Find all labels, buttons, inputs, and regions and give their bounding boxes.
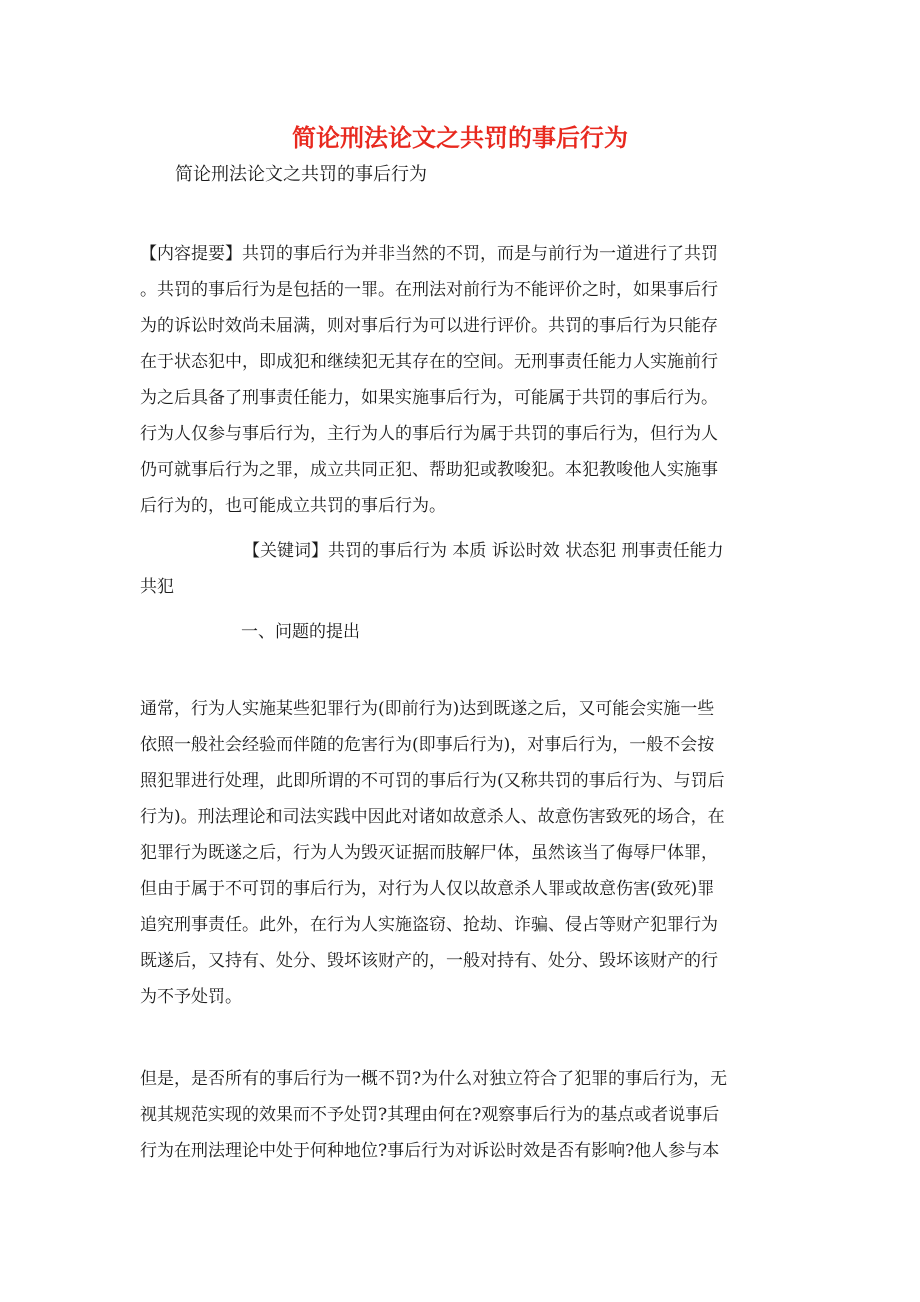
abstract-line: 。共罚的事后行为是包括的一罪。在刑法对前行为不能评价之时，如果事后行 [140, 280, 718, 300]
paragraph-line: 既遂后，又持有、处分、毁坏该财产的，一般对持有、处分、毁坏该财产的行 [140, 951, 718, 971]
paragraph-line: 犯罪行为既遂之后，行为人为毁灭证据而肢解尸体，虽然该当了侮辱尸体罪， [140, 843, 718, 863]
paragraph-line: 行为)。刑法理论和司法实践中因此对诸如故意杀人、故意伤害致死的场合，在 [140, 807, 725, 827]
abstract-line: 后行为的，也可能成立共罚的事后行为。 [140, 496, 446, 516]
keywords-paragraph [140, 533, 785, 605]
paragraph-line: 照犯罪进行处理，此即所谓的不可罚的事后行为(又称共罚的事后行为、与罚后 [140, 771, 725, 791]
document-title: 简论刑法论文之共罚的事后行为 [292, 124, 628, 152]
abstract-line: 【内容提要】共罚的事后行为并非当然的不罚，而是与前行为一道进行了共罚 [140, 244, 718, 264]
abstract-line: 为的诉讼时效尚未届满，则对事后行为可以进行评价。共罚的事后行为只能存 [140, 316, 718, 336]
paragraph-line: 视其规范实现的效果而不予处罚?其理由何在?观察事后行为的基点或者说事后 [140, 1105, 720, 1125]
paragraph-line: 行为在刑法理论中处于何种地位?事后行为对诉讼时效是否有影响?他人参与本 [140, 1141, 720, 1161]
paragraph-line: 但是，是否所有的事后行为一概不罚?为什么对独立符合了犯罪的事后行为，无 [140, 1069, 728, 1089]
keywords-line: 共犯 [140, 577, 174, 597]
abstract-line: 为之后具备了刑事责任能力，如果实施事后行为，可能属于共罚的事后行为。 [140, 388, 718, 408]
abstract-line: 在于状态犯中，即成犯和继续犯无其存在的空间。无刑事责任能力人实施前行 [140, 352, 718, 372]
section-heading: 一、问题的提出 [241, 622, 360, 642]
abstract-line: 仍可就事后行为之罪，成立共同正犯、帮助犯或教唆犯。本犯教唆他人实施事 [140, 460, 718, 480]
body-paragraph-2 [140, 1061, 785, 1169]
paragraph-line: 但由于属于不可罚的事后行为，对行为人仅以故意杀人罪或故意伤害(致死)罪 [140, 879, 715, 899]
body-paragraph-1 [140, 691, 785, 1015]
abstract-paragraph [140, 236, 785, 524]
keywords-line: 【关键词】共罚的事后行为 本质 诉讼时效 状态犯 刑事责任能力 [243, 541, 724, 561]
paragraph-line: 依照一般社会经验而伴随的危害行为(即事后行为)，对事后行为，一般不会按 [140, 735, 715, 755]
document-subtitle: 简论刑法论文之共罚的事后行为 [175, 164, 427, 185]
paragraph-line: 通常，行为人实施某些犯罪行为(即前行为)达到既遂之后，又可能会实施一些 [140, 699, 715, 719]
abstract-line: 行为人仅参与事后行为，主行为人的事后行为属于共罚的事后行为，但行为人 [140, 424, 718, 444]
paragraph-line: 为不予处罚。 [140, 987, 242, 1007]
paragraph-line: 追究刑事责任。此外，在行为人实施盗窃、抢劫、诈骗、侵占等财产犯罪行为 [140, 915, 718, 935]
